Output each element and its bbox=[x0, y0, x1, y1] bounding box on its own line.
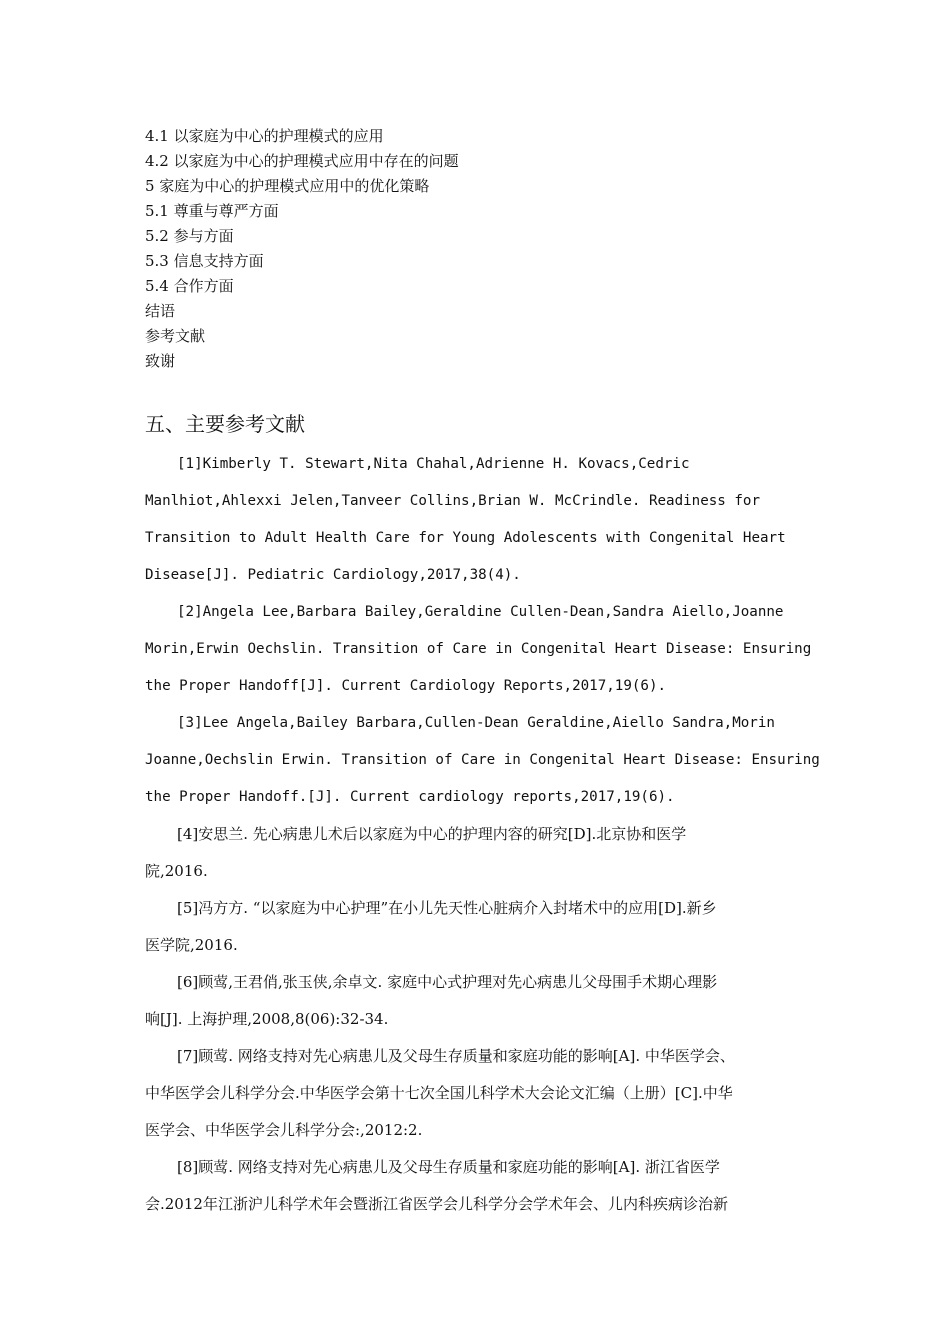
reference-line: 中华医学会儿科学分会.中华医学会第十七次全国儿科学术大会论文汇编（上册）[C].中华 bbox=[145, 1084, 733, 1102]
toc-item: 4.2 以家庭为中心的护理模式应用中存在的问题 bbox=[145, 152, 459, 170]
reference-line: the Proper Handoff.[J]. Current cardiology reports,2017,19(6). bbox=[145, 789, 675, 805]
reference-line: [4]安思兰. 先心病患儿术后以家庭为中心的护理内容的研究[D].北京协和医学 bbox=[177, 825, 687, 843]
reference-line: the Proper Handoff[J]. Current Cardiology Reports,2017,19(6). bbox=[145, 678, 667, 694]
reference-item bbox=[145, 705, 820, 816]
reference-item bbox=[145, 1038, 811, 1149]
toc-item: 致谢 bbox=[145, 352, 176, 370]
reference-item bbox=[145, 890, 811, 964]
reference-line: 医学会、中华医学会儿科学分会:,2012:2. bbox=[145, 1121, 423, 1139]
reference-line: [6]顾莺,王君俏,张玉侠,余卓文. 家庭中心式护理对先心病患儿父母围手术期心理影 bbox=[177, 973, 718, 991]
references-heading: 五、主要参考文献 bbox=[145, 412, 305, 436]
toc-item: 4.1 以家庭为中心的护理模式的应用 bbox=[145, 127, 384, 145]
reference-line: [1]Kimberly T. Stewart,Nita Chahal,Adrienne H. Kovacs,Cedric bbox=[177, 456, 690, 472]
reference-line: [7]顾莺. 网络支持对先心病患儿及父母生存质量和家庭功能的影响[A]. 中华医学会、 bbox=[177, 1047, 735, 1065]
reference-line: 响[J]. 上海护理,2008,8(06):32-34. bbox=[145, 1010, 389, 1028]
toc-item: 5 家庭为中心的护理模式应用中的优化策略 bbox=[145, 177, 430, 195]
reference-line: [5]冯方方. “以家庭为中心护理”在小儿先天性心脏病介入封堵术中的应用[D].新乡 bbox=[177, 899, 717, 917]
reference-item bbox=[145, 446, 811, 594]
toc-item: 参考文献 bbox=[145, 327, 206, 345]
reference-line: 医学院,2016. bbox=[145, 936, 238, 954]
reference-line: Manlhiot,Ahlexxi Jelen,Tanveer Collins,Brian W. McCrindle. Readiness for bbox=[145, 493, 760, 509]
reference-line: 会.2012年江浙沪儿科学术年会暨浙江省医学会儿科学分会学术年会、儿内科疾病诊治新 bbox=[145, 1195, 728, 1213]
toc-item: 5.3 信息支持方面 bbox=[145, 252, 264, 270]
reference-item bbox=[145, 594, 811, 705]
table-of-contents bbox=[145, 124, 805, 374]
reference-item bbox=[145, 1149, 811, 1223]
reference-item bbox=[145, 816, 811, 890]
toc-item: 结语 bbox=[145, 302, 176, 320]
reference-list bbox=[145, 446, 820, 1223]
reference-line: Morin,Erwin Oechslin. Transition of Care in Congenital Heart Disease: Ensuring bbox=[145, 641, 812, 657]
reference-line: [8]顾莺. 网络支持对先心病患儿及父母生存质量和家庭功能的影响[A]. 浙江省医学 bbox=[177, 1158, 720, 1176]
reference-line: [3]Lee Angela,Bailey Barbara,Cullen-Dean Geraldine,Aiello Sandra,Morin bbox=[177, 715, 775, 731]
toc-item: 5.4 合作方面 bbox=[145, 277, 234, 295]
toc-item: 5.1 尊重与尊严方面 bbox=[145, 202, 279, 220]
reference-line: Disease[J]. Pediatric Cardiology,2017,38(4). bbox=[145, 567, 521, 583]
reference-line: Joanne,Oechslin Erwin. Transition of Care in Congenital Heart Disease: Ensuring bbox=[145, 752, 820, 768]
reference-item bbox=[145, 964, 811, 1038]
reference-line: [2]Angela Lee,Barbara Bailey,Geraldine Cullen-Dean,Sandra Aiello,Joanne bbox=[177, 604, 784, 620]
reference-line: Transition to Adult Health Care for Young Adolescents with Congenital Heart bbox=[145, 530, 786, 546]
reference-line: 院,2016. bbox=[145, 862, 208, 880]
toc-item: 5.2 参与方面 bbox=[145, 227, 234, 245]
